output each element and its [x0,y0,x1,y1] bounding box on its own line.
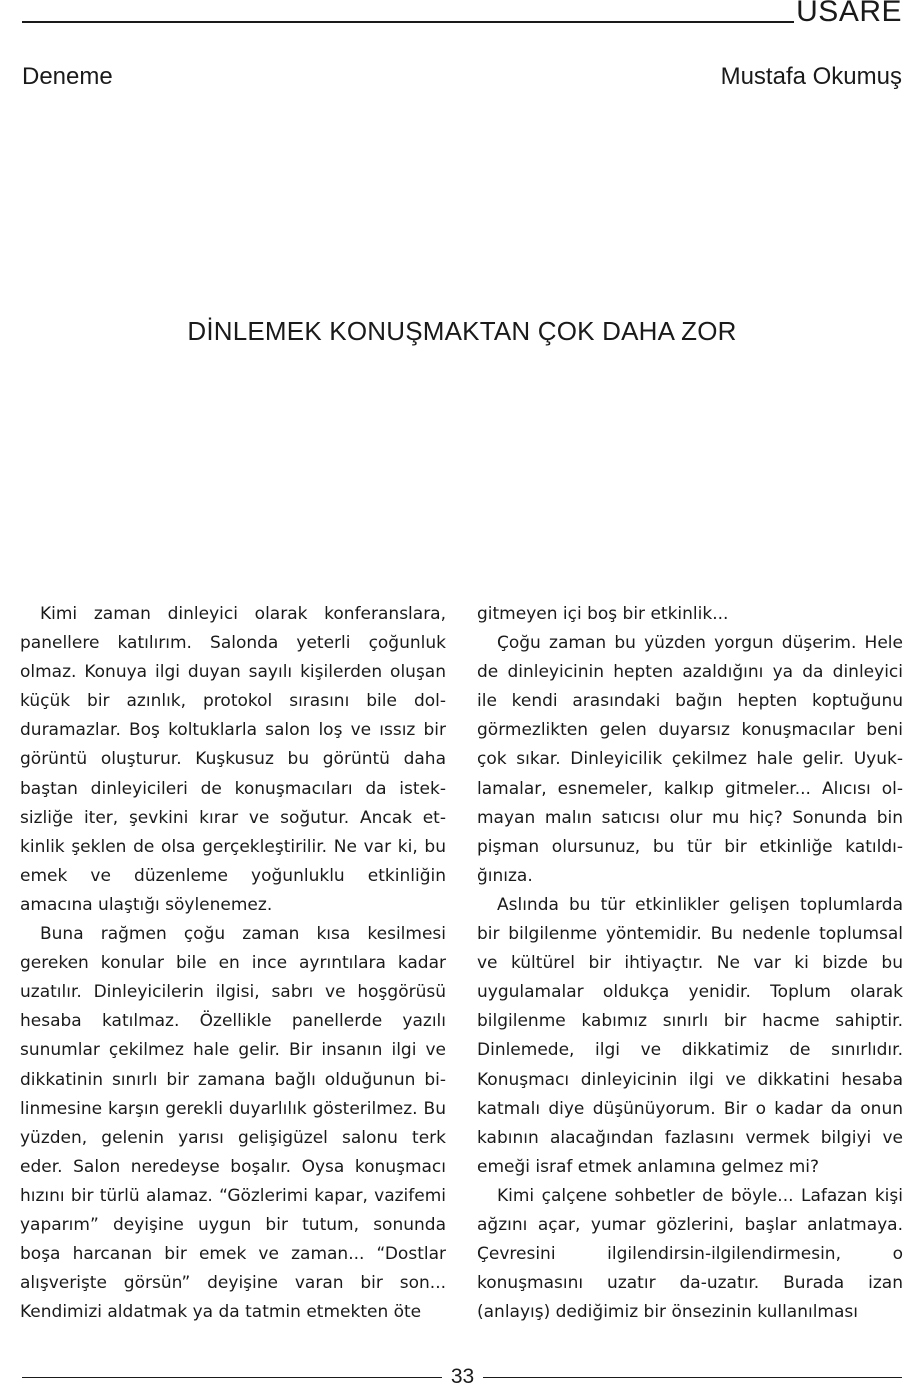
page-number: 33 [450,1365,475,1388]
paragraph: Kimi çalçene sohbetler de böyle... Lafazan kişi ağzını açar, yumar gözlerini, başlar anlatmaya. Çevresini ilgilendirsin-ilgilendirmesin, o konuşmasını uzatır da-uzatır. Burada izan (anlayış) dediğimiz bir önsezinin kullanılması [477,1185,903,1323]
paragraph: Aslında bu tür etkinlikler gelişen toplumlarda bir bilgilenme yöntemidir. Bu nedenle toplumsal ve kültürel bir ihtiyaçtır. Ne var ki bizde bu uygulamalar oldukça yenidir. Toplum olarak bilgilenme kabımız sınırlı bir hacme sahiptir. Dinlemede, ilgi ve dikkatimiz de sınırlıdır. Konuşmacı dinleyicinin ilgi ve dikkatini hesaba katmalı diye düşünüyorum. Bir o kadar da onun kabının alacağından fazlasını vermek bilgiyi ve emeği israf etmek anlamına gelmez mi? [477,894,903,1177]
section-label: Deneme [22,63,113,90]
paragraph: Buna rağmen çoğu zaman kısa kesilmesi gereken konular bile en ince ayrıntılara kadar uzatılır. Dinleyicilerin ilgisi, sabrı ve hoşgörüsü hesaba katılmaz. Özellikle panellerde yazılı sunumlar çekilmez hale gelir. Bir insanın ilgi ve dikkatinin sınırlı bir zamana bağlı olduğunun bilinmesine karşın gerekli duyarlılık gösterilmez. Bu yüzden, gelenin yarısı gelişigüzel salonu terk eder. Salon neredeyse boşalır. Oysa konuşmacı hızını bir türlü alamaz. “Gözlerimi kapar, vazifemi yaparım” deyişine uygun bir tutum, sonunda boşa harcanan bir emek ve zaman... “Dostlar alışverişte görsün” deyişine varan bir son... Kendimizi aldatmak ya da tatmin etmekten öte [20,924,446,1323]
right-column [477,600,903,1327]
paragraph: Kimi zaman dinleyici olarak konferanslara, panellere katılırım. Salonda yeterli çoğunluk olmaz. Konuya ilgi duyan sayılı kişilerden oluşan küçük bir azınlık, protokol sırasını bile dolduramazlar. Boş koltuklarla salon loş ve ıssız bir görüntü oluşturur. Kuşkusuz bu görüntü daha baştan dinleyicileri de konuşmacıları da isteksizliğe iter, şevkini kırar ve soğutur. Ancak etkinlik şeklen de olsa gerçekleştirilir. Ne var ki, bu emek ve düzenleme yoğunluklu etkinliğin amacına ulaştığı söylenemez. [20,604,446,915]
journal-name: USARE [796,0,902,28]
header-rule [22,21,794,23]
left-column [20,600,446,1327]
paragraph: Çoğu zaman bu yüzden yorgun düşerim. Hele de dinleyicinin hepten azaldığını ya da dinleyici ile kendi arasındaki bağın hepten koptuğunu görmezlikten gelen duyarsız konuşmacılar beni çok sıkar. Dinleyicilik çekilmez hale gelir. Uyuklamalar, esnemeler, kalkıp gitmeler... Alıcısı olmayan malın satıcısı olur mu hiç? Sonunda bin pişman olursunuz, bu tür bir etkinliğe katıldığınıza. [477,633,903,886]
author-name: Mustafa Okumuş [720,63,902,90]
footer-rule-left [22,1377,442,1378]
article-title: DİNLEMEK KONUŞMAKTAN ÇOK DAHA ZOR [187,316,737,346]
paragraph-continuation: gitmeyen içi boş bir etkinlik... [477,604,729,624]
footer-rule-right [483,1377,902,1378]
